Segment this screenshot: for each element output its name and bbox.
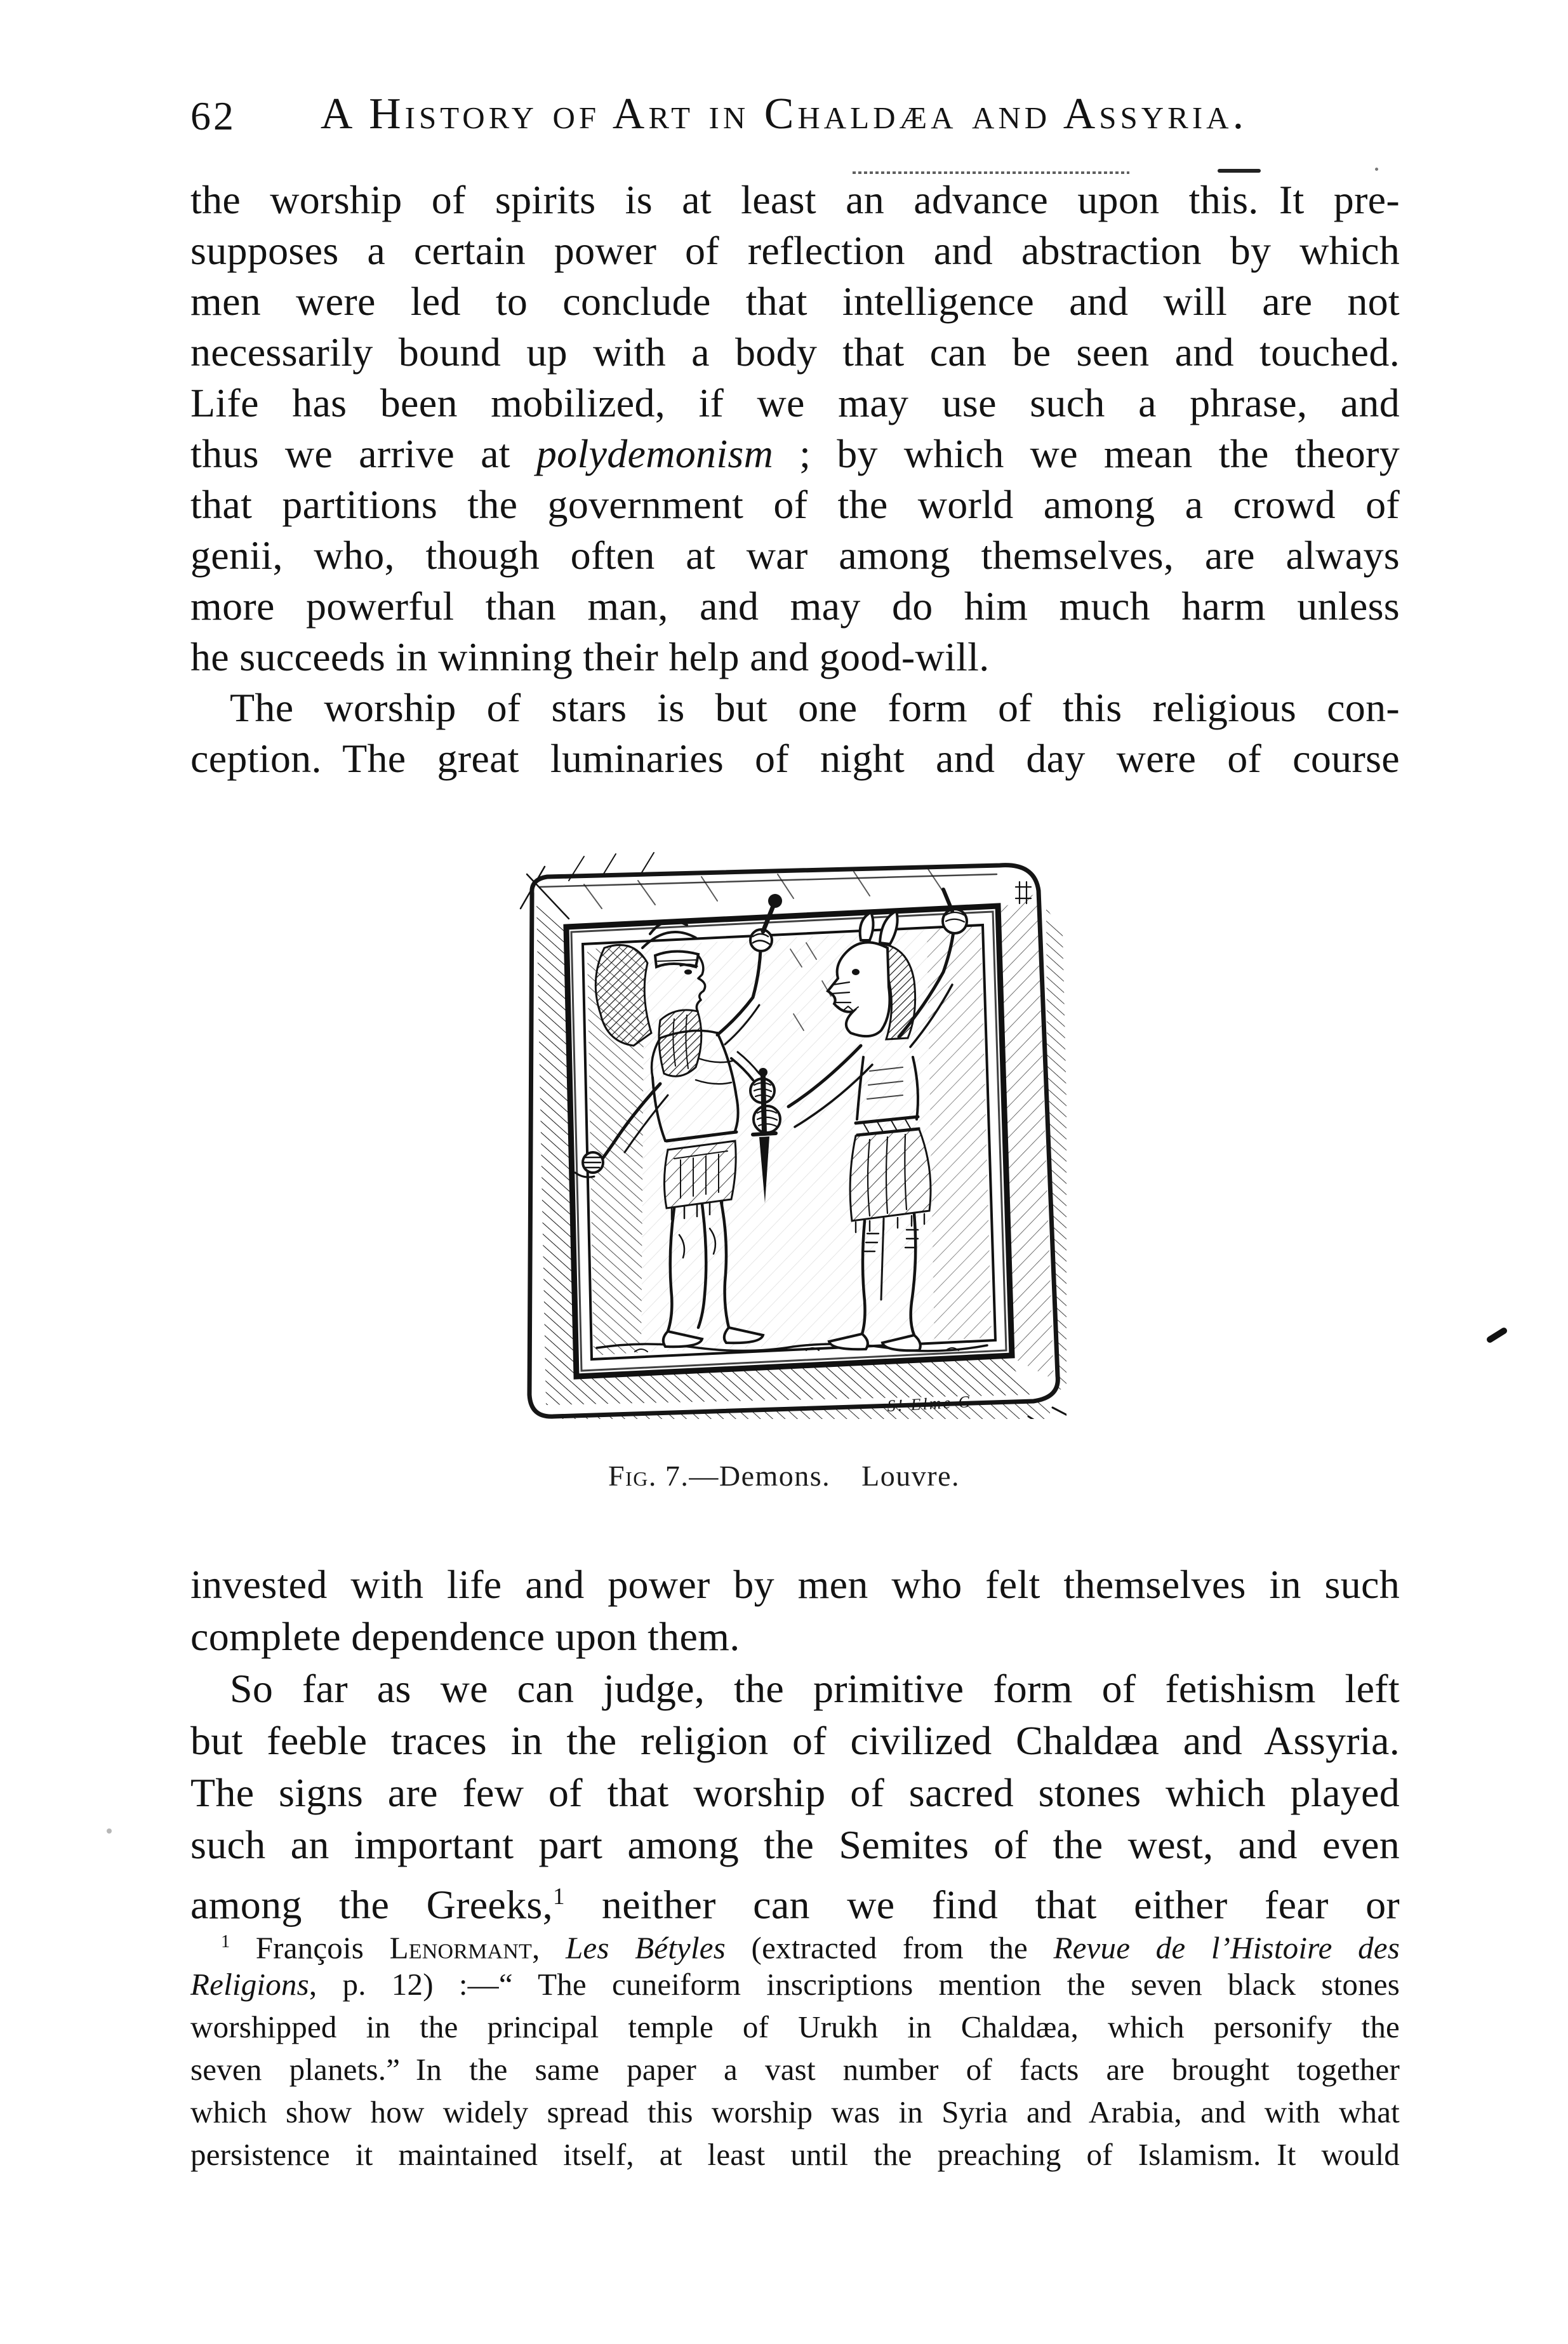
text-line: supposes a certain power of reflection and abstraction by which [190, 228, 1400, 273]
text-line: the worship of spirits is at least an advance upon this. It pre- [190, 177, 1400, 222]
figure-caption [0, 1459, 1568, 1493]
footnote [190, 1921, 1400, 2176]
text-line: necessarily bound up with a body that can be seen and touched. [190, 330, 1400, 375]
body-text-block-2 [190, 1559, 1400, 1928]
text-line: men were led to conclude that intelligence and will are not [190, 279, 1400, 324]
text-line: that partitions the government of the world among a crowd of [190, 482, 1400, 527]
text-line: which show how widely spread this worship was in Syria and Arabia, and with what [190, 2094, 1400, 2129]
text-line: seven planets.” In the same paper a vast number of facts are brought together [190, 2052, 1400, 2087]
text-line: So far as we can judge, the primitive form of fetishism left [230, 1666, 1400, 1711]
scan-artifact-speck [1375, 168, 1378, 171]
text-line: ception. The great luminaries of night and day were of course [190, 736, 1400, 781]
scan-artifact-hairline [853, 171, 1129, 174]
demons-relief-drawing [508, 848, 1066, 1419]
text-line: he succeeds in winning their help and good-will. [190, 634, 990, 679]
text-line: The worship of stars is but one form of this religious con- [230, 685, 1400, 730]
text-line: such an important part among the Semites of the west, and even [190, 1822, 1400, 1867]
text-line: complete dependence upon them. [190, 1614, 740, 1659]
engraver-signature: S! Elme G [886, 1392, 973, 1415]
text-line: genii, who, though often at war among themselves, are always [190, 533, 1400, 578]
text-line: $^1$ François Lenormant, Les Bétyles (extracted from the Revue de l’Histoire des [221, 1930, 1400, 1966]
scan-artifact-dash [1218, 169, 1261, 173]
text-line: but feeble traces in the religion of civilized Chaldæa and Assyria. [190, 1718, 1400, 1763]
text-line: more powerful than man, and may do him much harm unless [190, 583, 1400, 629]
text-line: persistence it maintained itself, at least until the preaching of Islamism. It would [190, 2137, 1400, 2172]
running-head [0, 89, 1568, 140]
text-line: among the Greeks,$^1$ neither can we find that either fear or [190, 1882, 1400, 1928]
scan-artifact-ink-mark [1485, 1326, 1508, 1344]
figure-engraving-demons [508, 848, 1066, 1419]
text-line: Religions, p. 12) :—“ The cuneiform inscriptions mention the seven black stones [190, 1967, 1400, 2002]
scan-artifact-speck [107, 1828, 112, 1834]
figure-caption-text: 7.—Demons. Louvre. [656, 1460, 960, 1492]
text-line: Life has been mobilized, if we may use such a phrase, and [190, 380, 1400, 425]
text-line: The signs are few of that worship of sacred stones which played [190, 1770, 1400, 1815]
text-line: worshipped in the principal temple of Urukh in Chaldæa, which personify the [190, 2009, 1400, 2044]
body-text-block-1 [190, 175, 1400, 784]
figure-caption-label: Fig. [608, 1460, 657, 1492]
text-line: thus we arrive at polydemonism ; by which we mean the theory [190, 431, 1400, 476]
page-number: 62 [190, 93, 236, 138]
text-line: invested with life and power by men who felt themselves in such [190, 1562, 1400, 1607]
running-title: A History of Art in Chaldæa and Assyria. [320, 90, 1248, 138]
